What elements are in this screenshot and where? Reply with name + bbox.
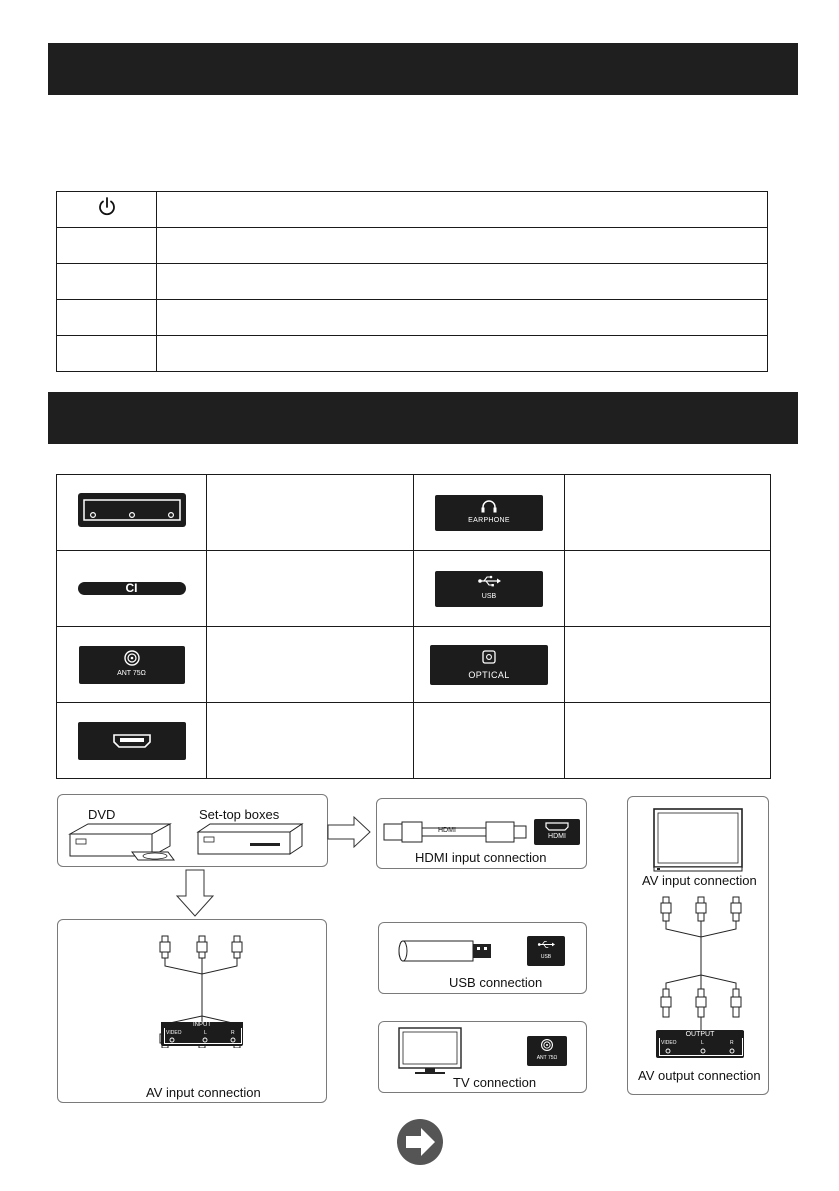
earphone-label: EARPHONE xyxy=(468,516,510,524)
av-output-panel xyxy=(627,796,769,1095)
output-header-label: OUTPUT xyxy=(656,1031,744,1038)
hdmi-connector-icon xyxy=(112,733,152,749)
optical-port-cell xyxy=(414,627,565,703)
hdmi-port-badge xyxy=(534,819,580,845)
next-page-arrow-icon[interactable] xyxy=(396,1118,444,1166)
output-l-label: L xyxy=(701,1040,704,1046)
usb-port xyxy=(435,571,543,607)
coax-connector-icon xyxy=(540,1038,554,1052)
table-row xyxy=(57,336,768,372)
headphone-icon xyxy=(480,499,498,513)
tv-icon xyxy=(397,1026,463,1076)
usb-connection-panel xyxy=(378,922,587,994)
power-description xyxy=(157,192,768,228)
rca-jack-icon xyxy=(161,1036,243,1044)
earphone-port xyxy=(435,495,543,531)
av-port-cell xyxy=(57,475,207,551)
table-row xyxy=(57,627,771,703)
av-input-panel xyxy=(57,919,327,1103)
set-top-box-icon xyxy=(192,822,312,862)
ports-table xyxy=(56,474,771,779)
ant-label: ANT 75Ω xyxy=(117,669,146,677)
table-row xyxy=(57,475,771,551)
arrow-right-icon xyxy=(326,815,372,849)
hdmi-connection-panel xyxy=(376,798,587,869)
table-row xyxy=(57,192,768,228)
usb-label: USB xyxy=(481,592,497,600)
earphone-port-cell xyxy=(414,475,565,551)
optical-label: OPTICAL xyxy=(468,669,510,680)
input-header-label: INPUT xyxy=(161,1022,243,1028)
av-output-jack-panel xyxy=(656,1030,744,1058)
hdmi-cable-label: HDMI xyxy=(438,827,456,834)
usb-port-badge xyxy=(527,936,565,966)
usb-icon xyxy=(477,575,501,587)
usb-port-cell xyxy=(414,551,565,627)
hdmi-cable-icon xyxy=(382,819,532,845)
hdmi-port-cell xyxy=(57,703,207,779)
av-input-jack-panel xyxy=(161,1022,243,1046)
arrow-down-icon xyxy=(175,868,215,918)
tv-icon xyxy=(652,807,744,879)
ci-slot xyxy=(78,582,186,595)
power-icon xyxy=(97,196,117,218)
hdmi-port xyxy=(78,722,186,760)
table-row xyxy=(57,228,768,264)
output-r-label: R xyxy=(730,1040,734,1046)
table-row xyxy=(57,551,771,627)
right-av-input-caption: AV input connection xyxy=(642,873,757,888)
rca-jack-icon xyxy=(656,1047,744,1055)
output-video-label: VIDEO xyxy=(661,1040,677,1046)
optical-port xyxy=(430,645,548,685)
table-row xyxy=(57,703,771,779)
usb-port-label: USB xyxy=(540,954,552,960)
table-row xyxy=(57,264,768,300)
av-output-caption: AV output connection xyxy=(638,1068,761,1083)
tv-connection-panel xyxy=(378,1021,587,1093)
power-cell xyxy=(57,192,157,228)
optical-connector-icon xyxy=(482,650,496,664)
ant-port xyxy=(79,646,185,684)
rca-cable-icon xyxy=(638,893,758,1033)
ci-label: CI xyxy=(125,581,138,595)
table-row xyxy=(57,300,768,336)
hdmi-port-label: HDMI xyxy=(548,833,566,840)
ant-port-label: ANT 75Ω xyxy=(536,1055,558,1061)
hdmi-connection-caption: HDMI input connection xyxy=(415,850,547,865)
input-r-label: R xyxy=(231,1030,235,1036)
av-port-icon xyxy=(77,492,187,528)
usb-connection-caption: USB connection xyxy=(449,975,543,990)
control-buttons-table xyxy=(56,191,768,372)
ant-port-badge xyxy=(527,1036,567,1066)
input-l-label: L xyxy=(204,1030,207,1036)
tv-connection-caption: TV connection xyxy=(453,1075,537,1090)
hdmi-connector-icon xyxy=(545,822,569,831)
source-devices-panel xyxy=(57,794,328,867)
input-video-label: VIDEO xyxy=(166,1030,182,1036)
section-header-bar-connections xyxy=(48,392,798,444)
usb-icon xyxy=(537,940,555,949)
dvd-label: DVD xyxy=(88,807,116,822)
usb-stick-icon xyxy=(397,933,497,969)
set-top-box-label: Set-top boxes xyxy=(199,807,280,822)
coax-connector-icon xyxy=(123,649,141,667)
dvd-player-icon xyxy=(68,822,188,866)
ant-port-cell xyxy=(57,627,207,703)
av-input-caption: AV input connection xyxy=(146,1085,261,1100)
ci-port-cell xyxy=(57,551,207,627)
section-header-bar-controls xyxy=(48,43,798,95)
